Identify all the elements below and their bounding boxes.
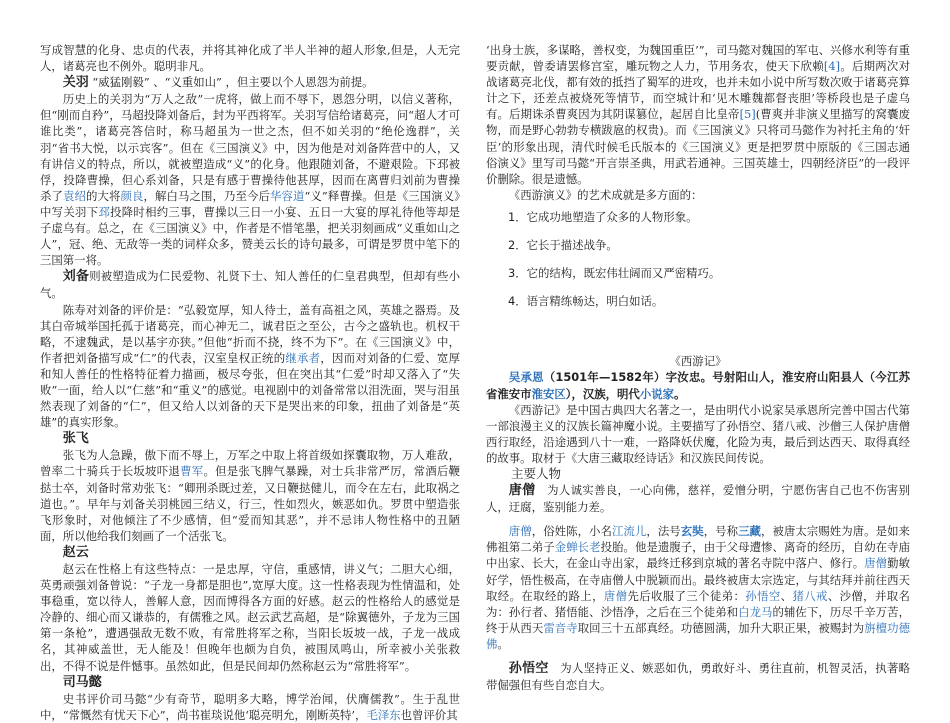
- text-span: 历史上的关羽为“万人之敌”一虎将，做上而不辱下，恩怨分明，以信义著称，但“刚而自矜”，马超投降刘备后，封为平西将军。关羽写信给诸葛亮，问“超人才可谁比类”，诸葛亮答信时，称马超虽为一世之杰，但不如关羽的“绝伦逸群”，关羽“省书大悦，以示宾客”。但在《三国演义》中，因为他是对刘备阵营中的人，又有讲信义的特点，所以，就被塑造成“义”的化身。他跟随刘备，不避艰险。下邳被俘，投降曹操，但心系刘备，只是有感于曹操待他甚厚，因而在离曹归刘前为曹操杀了: [40, 92, 460, 203]
- sunwukong-lead: 为人坚持正义、嫉恶如仇，勇敢好斗、勇往直前，机智灵活，执著略带倔强但有些自恋自大。: [486, 661, 910, 693]
- link-novelist[interactable]: 小说家: [639, 386, 674, 401]
- text-span: 陈寿对刘备的评价是：“弘毅宽厚，知人待士，盖有高祖之风，英雄之器焉。及其白帝城举国托孤于诸葛亮，而心神无二，诚君臣之至公，古今之盛轨也。机权干略，不逮魏武，是以基宇亦狭。”但他“折而不挠，终不为下”。在《三国演义》中，作者把刘备描写成“仁”的代表，汉室皇权正统的: [40, 302, 460, 365]
- link-zhantan[interactable]: 旃檀功德佛: [486, 620, 910, 651]
- paragraph-guanyu: [40, 91, 460, 268]
- text-span: 张飞为人急躁，傲下而不辱上，万军之中取上将首级如探囊取物，万人难敌，曾率二十骑兵于长坂坡吓退: [40, 448, 460, 479]
- text-span: 投胎。他是遗腹子，由于父母遭惨、离奇的经历，自幼在寺庙中出家、长大，在金山寺出家，最终迁移到京城的著名寺院中落户、修行。: [486, 540, 910, 571]
- link-jiangliuer[interactable]: 江流儿: [611, 524, 647, 539]
- link-huaianqu[interactable]: 淮安区: [531, 386, 566, 401]
- guanyu-heading-line: [40, 74, 460, 91]
- text-span: （1501年—1582年）字汝忠。号射阳山人，淮安府山阳县人（今江苏省淮安市: [486, 370, 910, 401]
- simayi-heading: 司马懿: [62, 674, 102, 690]
- author-info: [486, 369, 910, 401]
- text-span: 先后收服了三个徒弟：: [627, 588, 746, 603]
- liubei-heading: 刘备: [62, 269, 90, 285]
- simayi-heading-line: [40, 674, 460, 691]
- tangseng-lead: 为人诚实善良，一心向佛，慈祥，爱憎分明，宁愿伤害自己也不伤害别人，迂腐，鉴别能力差。: [486, 483, 910, 515]
- text-span: (曹爽并非演义里描写的窝囊废物，而是野心勃勃专横跋扈的权贵)。而《三国演义》只将司马懿作为衬托主角的‘奸臣’的形象出现，清代时候毛氏版本的《三国演义》更是把罗贯中原版的《三国志通俗演义》里写司马懿“开言崇圣典，用武若通神。三国英雄士，四朝经济臣”的一段评价删除。很是遗憾。: [486, 107, 910, 186]
- link-xiapi[interactable]: 邳: [98, 204, 111, 219]
- link-sanzang[interactable]: 三藏: [738, 524, 762, 539]
- text-span: 的辅佐下，历尽千辛万苦，终于从西天: [486, 604, 910, 635]
- zhaoyun-heading-line: [40, 544, 460, 561]
- text-span: 。: [497, 636, 509, 651]
- text-span: 、沙僧，并取名为：孙行者、猪悟能、沙悟净，之后在三个徒弟和: [486, 588, 910, 619]
- text-span: ，解白马之围，乃至今后: [143, 188, 270, 203]
- paragraph-tangseng: [486, 523, 910, 652]
- paragraph-simayi: [40, 691, 460, 723]
- link-wuchengen[interactable]: 吴承恩: [508, 370, 544, 385]
- text-span: 。: [674, 386, 686, 401]
- paragraph-liubei: [40, 302, 460, 431]
- link-yanliang[interactable]: 颜良: [120, 188, 144, 203]
- list-item: 4．语言精练畅达，明白如话。: [508, 294, 664, 309]
- link-jichengzhe[interactable]: 继承者: [285, 350, 321, 365]
- ref-5[interactable]: [5]: [739, 107, 756, 122]
- list-item: 2．它长于描述战争。: [508, 238, 618, 253]
- link-xuanzang[interactable]: 玄奘: [680, 524, 704, 539]
- link-jinchan[interactable]: 金蝉长老: [554, 540, 601, 555]
- paragraph-simayi-cont: [486, 42, 910, 187]
- text-span: 投降时相约三事，曹操以三日一小宴、五日一大宴的厚礼待他等却是子虚乌有。总之，在《三国演义》中，作者是不惜笔墨，把关羽刻画成“义重如山之人”，冠、绝、无敌等一类的词样众多，赞美云长的诗句最多，可谓是罗贯中笔下的三国第一将。: [40, 204, 460, 268]
- list-item: 3．它的结构，既宏伟壮阔而又严密精巧。: [508, 266, 721, 281]
- list-item: 1．它成功地塑造了众多的人物形象。: [508, 209, 698, 224]
- guanyu-heading: 关羽: [62, 75, 89, 91]
- text-span: 、: [780, 588, 793, 603]
- paragraph-zhaoyun: 赵云在性格上有这些特点：一是忠厚，守信，重感情，讲义气；二胆大心细，英勇顽强刘备曾说：“子龙一身都是胆也”,宽厚大度。这一性格表现为性情温和，处事稳重，宽以待人，善解人意，因而博得各方面的好感。赵云的性格给人的感觉是冷静的、细心而又谦恭的，有儒雅之风。赵云武艺高超，是“除翼德外，子龙为三国第一条枪”，遭遇强敌无数不败，有常胜将军之称，当阳长坂坡一战，子龙一战成名，其神威盖世，无人能及！但晚年也颇为自负，被围凤鸣山，所幸被小关张救出，不得不说是件憾事。虽然如此，但是民间却仍然称赵云为“常胜将军”。: [40, 562, 460, 673]
- xiyouji-title: 《西游记》: [669, 354, 727, 369]
- text-span: 。但是张飞脾气暴躁，对士兵非常严厉，常酒后鞭挞士卒，刘备时常劝张飞：“卿刑杀既过差，又日鞭挞健儿，而令在左右，此取祸之道也。”。早年与刘备关羽桃园三结义，行三，性如烈火，嫉恶如仇。罗贯中塑造张飞形象时，对他倾注了不少感情，但“爱而知其恶”，并不忌讳人物性格中的丑陋面，所以他给我们刻画了一个活张飞。: [40, 464, 460, 543]
- link-tangseng[interactable]: 唐僧: [508, 524, 532, 539]
- link-leiyinsi[interactable]: 雷音寺: [543, 620, 578, 635]
- liubei-lead: 则被塑造成为仁民爱物、礼贤下士、知人善任的仁皇君典型，但却有些小气。: [40, 269, 460, 301]
- text-span: ，号称: [703, 524, 739, 539]
- paragraph-zhuge-end: 写成智慧的化身、忠贞的代表，并将其神化成了半人半神的超人形象,但是，人无完人，诸葛亮也不例外。聪明非凡。: [40, 43, 460, 74]
- main-characters-heading: 主要人物: [511, 465, 562, 481]
- sunwukong-heading: 孙悟空: [508, 661, 549, 676]
- link-caojun[interactable]: 曹军: [180, 464, 204, 479]
- text-span: 的大将: [86, 188, 121, 203]
- link-sunwukong[interactable]: 孙悟空: [745, 588, 781, 603]
- link-huarongdao[interactable]: 华容道: [269, 188, 305, 203]
- text-span: 也曾评价其: [400, 707, 458, 722]
- link-tangseng-3[interactable]: 唐僧: [603, 588, 628, 603]
- sunwukong-heading-line: [486, 660, 910, 693]
- tangseng-heading: 唐僧: [508, 483, 536, 499]
- text-span: 取回三十五部真经。功德圆满，加升大职正果，被赐封为: [577, 620, 865, 635]
- text-span: ‘出身士族，多谋略，善权变，为魏国重臣’”，司马懿对魏国的军屯、兴修水利等有重要贡献，曾委请罢修宫室，雕玩物之人力，节用务农，使天下欣赖: [486, 43, 910, 74]
- zhangfei-heading-line: [40, 430, 460, 447]
- zhaoyun-heading: 赵云: [62, 544, 89, 560]
- link-bailongma[interactable]: 白龙马: [738, 604, 773, 619]
- left-column: [40, 42, 460, 723]
- text-span: 。后期两次对战诸葛亮北伐，都有效的抵挡了蜀军的进攻，也并未如小说中所写数次败于诸葛亮算计之下，还差点被烧死等情节，而空城计和‘见木雕魏都督丧胆’等桥段也是子虚乌有。后期诛杀曹爽因为其阴谋篡位，起居自比皇帝: [486, 59, 910, 122]
- text-span: “义”释曹操。但是《三国演义》中写关羽下: [40, 188, 460, 219]
- link-zhubajie[interactable]: 猪八戒: [792, 588, 828, 603]
- text-span: ，被唐太宗赐姓为唐。是如来佛祖第二弟子: [486, 524, 910, 555]
- text-span: ，俗姓陈，小名: [531, 524, 612, 539]
- zhangfei-heading: 张飞: [62, 431, 89, 447]
- tangseng-heading-line: [486, 482, 910, 515]
- link-yuanshao[interactable]: 袁绍: [63, 188, 86, 203]
- liubei-heading-line: [40, 268, 460, 301]
- text-span: ，法号: [646, 524, 681, 539]
- ref-4[interactable]: [4]: [823, 59, 841, 74]
- paragraph-zhangfei: [40, 447, 460, 544]
- right-column: [486, 42, 910, 693]
- text-span: 史书评价司马懿“少有奇节，聪明多大略，博学治闻，伏膺儒教”。生于乱世中，“常慨然有忧天下心”，尚书崔琰说他‘聪亮明允，刚断英特’，: [40, 691, 460, 722]
- text-span: ），汉族，明代: [565, 386, 640, 401]
- xyj-intro: 《西游记》是中国古典四大名著之一，是由明代小说家吴承恩所完善中国古代第一部浪漫主义的汉族长篇神魔小说。主要描写了孙悟空、猪八戒、沙僧三人保护唐僧西行取经，沿途遇到八十一难，一路降妖伏魔，化险为夷，最后到达西天、取得真经的故事。取材于《大唐三藏取经诗话》和汉族民间传说。: [486, 402, 910, 465]
- guanyu-lead: “威猛刚毅” 、“义重如山” ，但主要以个人恩怨为前提。: [88, 75, 374, 90]
- text-span: 勤敏好学，悟性极高，在寺庙僧人中脱颖而出。最终被唐太宗选定，与其结拜并前往西天取经。在取经的路上，: [486, 556, 910, 603]
- link-maozedong[interactable]: 毛泽东: [366, 707, 401, 722]
- art-intro: 《西游演义》的艺术成就是多方面的：: [508, 187, 703, 202]
- link-tangseng-2[interactable]: 唐僧: [864, 556, 888, 571]
- text-span: ，因而对刘备的仁爱、宽厚和知人善任的性格特征着力描画，极尽夸张，但在突出其“仁爱”时却又落入了“失败”一面，给人以“仁慈”和“重义”的感觉。电视剧中的刘备常常以泪洗面，哭与泪虽然表现了刘备的“仁”，但又给人以刘备的天下是哭出来的印象，扭曲了刘备是“英雄”的真实形象。: [40, 350, 460, 430]
